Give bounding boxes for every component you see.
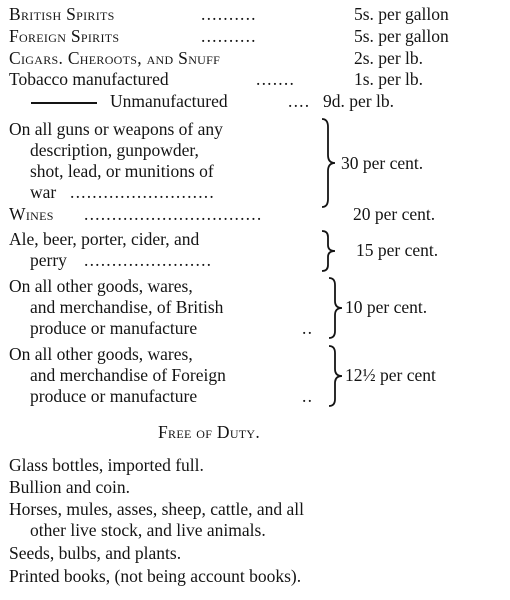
wines-rate: 20 per cent. (353, 204, 436, 224)
foreign-goods-line-3: produce or manufacture (30, 386, 198, 406)
rate-item-british-spirits: British Spirits (9, 4, 115, 24)
foreign-goods-line-2: and merchandise of Foreign (30, 365, 226, 385)
leader-dots: .......................... (70, 182, 215, 202)
rate-value-foreign-spirits: 5s. per gallon (354, 26, 449, 46)
leader-dots: ....................... (84, 250, 213, 270)
free-item-1: Glass bottles, imported full. (9, 455, 204, 475)
free-item-4: Seeds, bulbs, and plants. (9, 543, 182, 563)
leader-dots: .......... (201, 4, 257, 24)
rate-item-tobacco: Tobacco manufactured (9, 69, 169, 89)
guns-line-4: war (30, 182, 57, 202)
foreign-goods-line-1: On all other goods, wares, (9, 344, 193, 364)
leader-dots: .... (288, 91, 311, 111)
leader-dots: .. (302, 386, 314, 406)
free-of-duty-heading: Free of Duty. (158, 422, 261, 442)
british-goods-rate: 10 per cent. (345, 297, 428, 317)
guns-rate: 30 per cent. (341, 153, 424, 173)
rate-value-tobacco: 1s. per lb. (354, 69, 424, 89)
foreign-goods-rate: 12½ per cent (345, 365, 436, 385)
leader-dots: ....... (256, 69, 296, 89)
free-item-3-continuation: other live stock, and live animals. (30, 520, 266, 540)
ale-rate: 15 per cent. (356, 240, 439, 260)
wines-item: Wines (9, 204, 54, 224)
ditto-rule (31, 102, 97, 104)
rate-value-british-spirits: 5s. per gallon (354, 4, 449, 24)
guns-line-3: shot, lead, or munitions of (30, 161, 214, 181)
british-goods-line-3: produce or manufacture (30, 318, 198, 338)
rate-value-unmanufactured: 9d. per lb. (323, 91, 394, 111)
leader-dots: .. (302, 318, 314, 338)
rate-value-cigars: 2s. per lb. (354, 48, 424, 68)
leader-dots: ................................ (84, 204, 263, 224)
rate-item-foreign-spirits: Foreign Spirits (9, 26, 120, 46)
free-item-3: Horses, mules, asses, sheep, cattle, and all (9, 499, 304, 519)
ale-line-1: Ale, beer, porter, cider, and (9, 229, 200, 249)
foreign-goods-brace (326, 344, 346, 408)
free-item-5: Printed books, (not being account books). (9, 566, 302, 586)
guns-line-2: description, gunpowder, (30, 140, 199, 160)
guns-line-1: On all guns or weapons of any (9, 119, 223, 139)
leader-dots: .......... (201, 26, 257, 46)
british-goods-line-2: and merchandise, of British (30, 297, 224, 317)
guns-brace (319, 117, 339, 209)
rate-item-cigars: Cigars. Cheroots, and Snuff (9, 48, 221, 68)
ale-brace (319, 229, 339, 273)
british-goods-line-1: On all other goods, wares, (9, 276, 193, 296)
ale-line-2: perry (30, 250, 67, 270)
british-goods-brace (326, 276, 346, 340)
free-item-2: Bullion and coin. (9, 477, 131, 497)
rate-item-unmanufactured: Unmanufactured (110, 91, 228, 111)
